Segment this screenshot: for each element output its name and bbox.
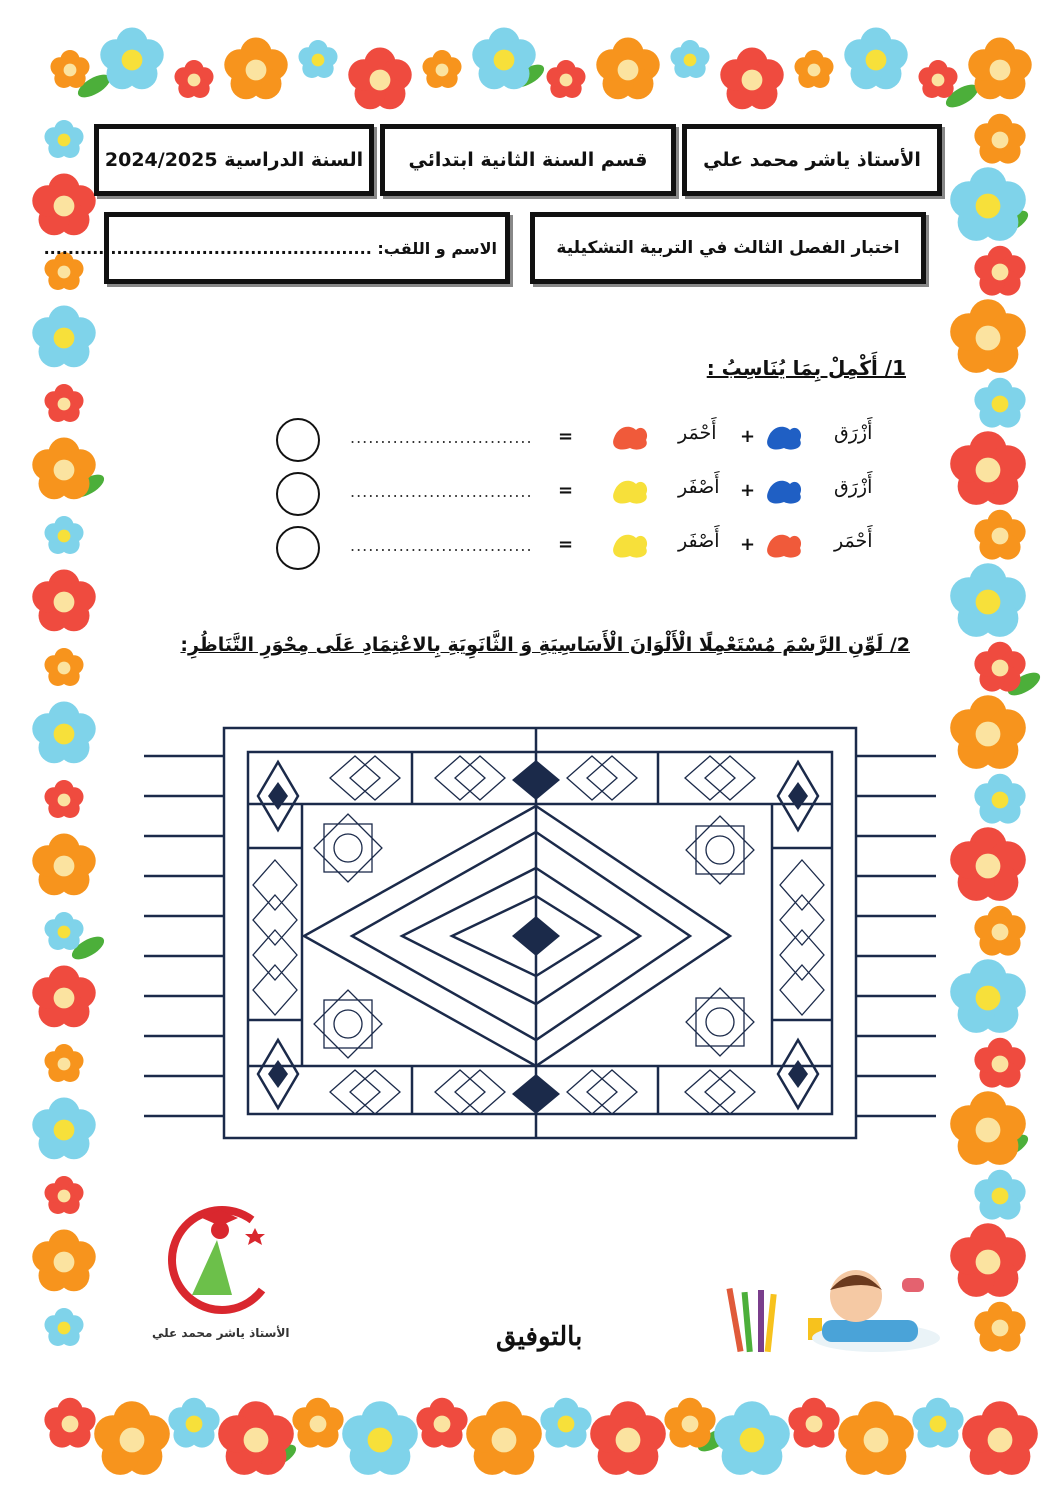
q1-row-second-word: أَصْفَر (678, 530, 720, 552)
name-field-box (43, 212, 510, 284)
answer-circle[interactable] (276, 472, 320, 516)
q1-row-first-word: أَزْرَق (834, 422, 873, 444)
equals-sign: = (558, 426, 574, 447)
plus-sign: + (740, 480, 756, 501)
equals-sign: = (558, 480, 574, 501)
exam-title: اختبار الفصل الثالث في التربية التشكيلية (556, 238, 900, 258)
q1-row-second-word: أَحْمَر (678, 422, 717, 444)
first-color-swatch (764, 422, 804, 452)
q1-row-second-word: أَصْفَر (678, 476, 720, 498)
answer-blank[interactable]: .............................. (350, 482, 533, 501)
second-color-swatch (610, 530, 650, 560)
answer-circle[interactable] (276, 418, 320, 462)
plus-sign: + (740, 534, 756, 555)
carpet-drawing (140, 720, 940, 1150)
q2-title: 2/ لَوِّنِ الرَّسْمَ مُسْتَعْمِلًا الْأَلْوَانَ الْأَسَاسِيَةِ وَ الثَّانَوِيَةِ بِالاعْتِمَادِ عَلَى مِحْوَرِ التَّنَاظُرِ: (180, 634, 910, 656)
plus-sign: + (740, 426, 756, 447)
class-box (380, 124, 676, 196)
teacher-name: الأستاذ ياشر محمد علي (703, 149, 921, 171)
second-color-swatch (610, 422, 650, 452)
class-label: قسم السنة الثانية ابتدائي (408, 149, 648, 171)
q1-row-first-word: أَحْمَر (834, 530, 873, 552)
q1-title: 1/ أَكْمِلْ بِمَا يُنَاسِبُ : (706, 356, 906, 380)
name-field[interactable]: الاسم و اللقب: ...................................................... (43, 238, 497, 258)
answer-circle[interactable] (276, 526, 320, 570)
answer-blank[interactable]: .............................. (350, 428, 533, 447)
exam-title-box (530, 212, 926, 284)
logo-caption: الأستاذ ياشر محمد علي (152, 1326, 290, 1340)
year-box (94, 124, 374, 196)
teacher-box (682, 124, 942, 196)
closing-text: بالتوفيق (496, 1322, 583, 1352)
equals-sign: = (558, 534, 574, 555)
school-logo (152, 1200, 282, 1320)
first-color-swatch (764, 530, 804, 560)
first-color-swatch (764, 476, 804, 506)
school-year: السنة الدراسية 2024/2025 (104, 149, 364, 171)
second-color-swatch (610, 476, 650, 506)
child-drawing-illustration (726, 1260, 936, 1370)
q1-row-first-word: أَزْرَق (834, 476, 873, 498)
answer-blank[interactable]: .............................. (350, 536, 533, 555)
